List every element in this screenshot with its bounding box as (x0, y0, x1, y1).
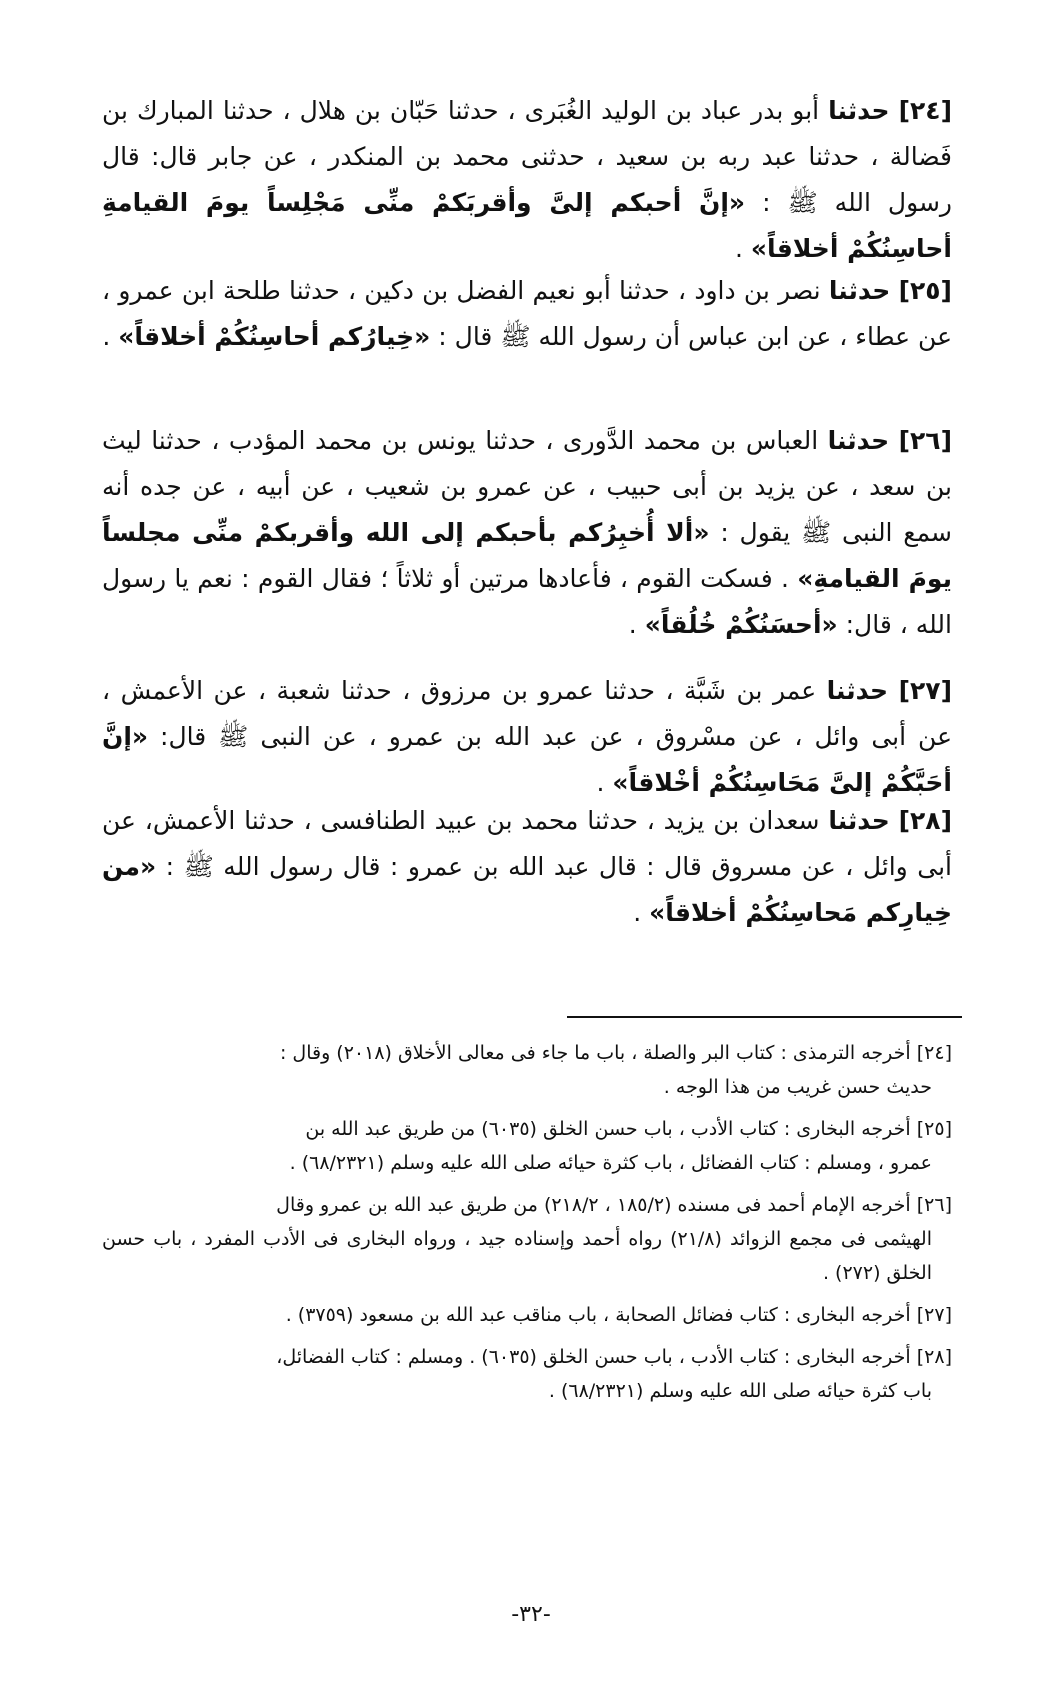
hadith-end: . فسكت القوم ، فأعادها مرتين أو ثلاثاً ؛ فقال القوم : نعم يا رسول الله ، قال: (102, 564, 952, 639)
hadith-number: [٢٨] (898, 806, 952, 835)
hadith-chain: سعدان بن يزيد ، حدثنا محمد بن عبيد الطنافسى ، حدثنا الأعمش، عن أبى وائل ، عن مسروق قال : قال عبد الله بن عمرو : قال رسول الله ﷺ : (102, 806, 952, 881)
hadith-end: . (633, 898, 650, 927)
hadith-text: «إنَّ أحبكم إلىَّ وأقربَكمْ منِّى مَجْلِساً يومَ القيامةِ أحاسِنُكُمْ أخلاقاً» (102, 188, 952, 263)
footnote-28 (102, 1340, 952, 1408)
hadith-26 (102, 418, 952, 648)
hadith-number: [٢٤] (898, 96, 953, 125)
footnote-text: أخرجه البخارى : كتاب الأدب ، باب حسن الخلق (٦٠٣٥) من طريق عبد الله بن (305, 1118, 911, 1140)
footnote-continuation: الهيثمى فى مجمع الزوائد (٢١/٨) رواه أحمد وإسناده جيد ، ورواه البخارى فى الأدب المفرد ، باب حسن الخلق (٢٧٢) . (102, 1228, 932, 1284)
hadith-text: «خِيارُكم أحاسِنُكُمْ أخلاقاً» (118, 322, 431, 351)
hadith-chain: نصر بن داود ، حدثنا أبو نعيم الفضل بن دكين ، حدثنا طلحة ابن عمرو ، عن عطاء ، عن ابن عباس أن رسول الله ﷺ قال : (102, 276, 952, 351)
footnote-text: أخرجه البخارى : كتاب فضائل الصحابة ، باب مناقب عبد الله بن مسعود (٣٧٥٩) . (285, 1304, 911, 1326)
footnote-continuation: حديث حسن غريب من هذا الوجه . (663, 1076, 932, 1098)
hadith-lead: حدثنا (827, 426, 890, 455)
footnote-continuation: عمرو ، ومسلم : كتاب الفضائل ، باب كثرة حيائه صلى الله عليه وسلم (٦٨/٢٣٢١) . (289, 1152, 932, 1174)
page-number: -٣٢- (511, 1602, 551, 1627)
hadith-25 (102, 268, 952, 360)
hadith-end: . (102, 322, 119, 351)
footnote-number: [٢٤] (916, 1042, 952, 1064)
hadith-end-2: . (628, 610, 645, 639)
hadith-number: [٢٦] (898, 426, 952, 455)
footnote-26 (102, 1188, 952, 1290)
footnote-number: [٢٦] (916, 1194, 952, 1216)
hadith-lead: حدثنا (828, 96, 890, 125)
hadith-lead: حدثنا (828, 276, 891, 305)
footnote-continuation: باب كثرة حيائه صلى الله عليه وسلم (٦٨/٢٣٢١) . (548, 1380, 932, 1402)
hadith-text: «إنَّ أحَبَّكُمْ إلىَّ مَحَاسِنُكُمْ أخْلاقاً» (102, 722, 952, 797)
hadith-chain: أبو بدر عباد بن الوليد الغُبَرى ، حدثنا حَبّان بن هلال ، حدثنا المبارك بن فَضالة ، حدثنا عبد ربه بن سعيد ، حدثنى محمد بن المنكدر ، عن جابر قال: قال رسول الله ﷺ : (102, 96, 952, 217)
footnote-number: [٢٥] (916, 1118, 952, 1140)
hadith-28 (102, 798, 952, 936)
hadith-number: [٢٥] (898, 276, 952, 305)
footnote-number: [٢٧] (916, 1304, 952, 1326)
footnotes (102, 1036, 952, 1416)
hadith-lead: حدثنا (828, 806, 890, 835)
footnote-25 (102, 1112, 952, 1180)
footnote-number: [٢٨] (916, 1346, 952, 1368)
hadith-24 (102, 88, 952, 272)
hadith-27 (102, 668, 952, 806)
hadith-end: . (735, 234, 751, 263)
hadith-number: [٢٧] (898, 676, 952, 705)
footnote-24 (102, 1036, 952, 1104)
footnote-text: أخرجه البخارى : كتاب الأدب ، باب حسن الخلق (٦٠٣٥) . ومسلم : كتاب الفضائل، (276, 1346, 911, 1368)
hadith-end: . (596, 768, 613, 797)
hadith-text: «ألا أُخبِرُكم بأحبكم إلى الله وأقربكمْ منِّى مجلساً يومَ القيامةِ» (102, 518, 952, 593)
hadith-text-2: «أحسَنُكُمْ خُلُقاً» (644, 610, 838, 639)
hadith-chain: عمر بن شَبَّة ، حدثنا عمرو بن مرزوق ، حدثنا شعبة ، عن الأعمش ، عن أبى وائل ، عن مسْروق ، عن عبد الله بن عمرو ، عن النبى ﷺ قال: (102, 676, 952, 751)
hadith-chain: العباس بن محمد الدَّورى ، حدثنا يونس بن محمد المؤدب ، حدثنا ليث بن سعد ، عن يزيد بن أبى حبيب ، عن عمرو بن شعيب ، عن أبيه ، عن جده أنه سمع النبى ﷺ يقول : (102, 426, 953, 547)
hadith-lead: حدثنا (826, 676, 889, 705)
hadith-text: «من خِيارِكم مَحاسِنُكُمْ أخلاقاً» (102, 852, 952, 927)
footnote-text: أخرجه الترمذى : كتاب البر والصلة ، باب ما جاء فى معالى الأخلاق (٢٠١٨) وقال : (279, 1042, 911, 1064)
footnote-27 (102, 1298, 952, 1332)
footnote-divider (567, 1016, 962, 1018)
footnote-text: أخرجه الإمام أحمد فى مسنده (١٨٥/٢ ، ٢١٨/٢) من طريق عبد الله بن عمرو وقال (276, 1194, 911, 1216)
